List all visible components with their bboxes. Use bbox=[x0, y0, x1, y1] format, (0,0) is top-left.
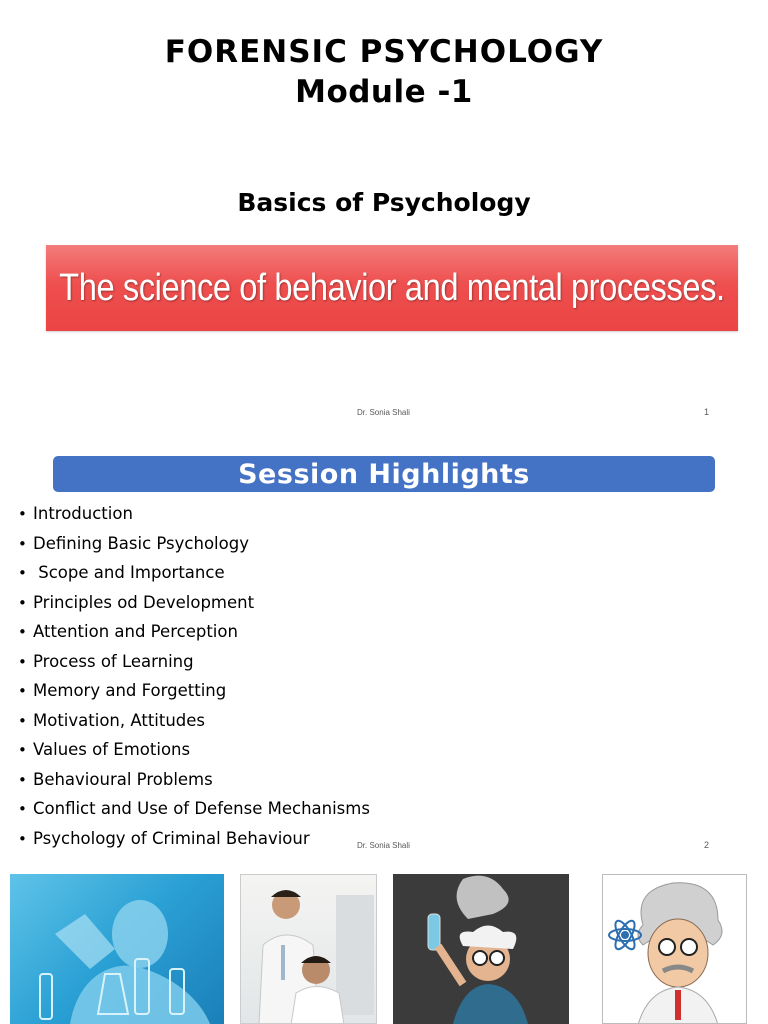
list-item: • Psychology of Criminal Behaviour bbox=[18, 828, 310, 848]
definition-banner bbox=[46, 245, 738, 331]
page-number: 2 bbox=[704, 840, 710, 850]
bullet-icon: • bbox=[18, 800, 27, 818]
bullet-icon: • bbox=[18, 682, 27, 700]
slide-3 bbox=[0, 864, 768, 1024]
session-highlights-banner bbox=[53, 456, 715, 492]
lab-researchers-photo bbox=[240, 874, 377, 1024]
slide-title-line-1: FORENSIC PSYCHOLOGY bbox=[164, 34, 604, 70]
list-item: • Scope and Importance bbox=[18, 563, 225, 582]
list-item: • Memory and Forgetting bbox=[18, 681, 227, 700]
list-item: • Behavioural Problems bbox=[18, 769, 213, 789]
list-item: • Process of Learning bbox=[18, 651, 194, 671]
mad-scientist-cartoon bbox=[393, 874, 569, 1024]
page-number: 1 bbox=[704, 407, 710, 417]
highlights-list bbox=[18, 504, 370, 858]
bullet-icon: • bbox=[18, 711, 27, 730]
list-item: • Motivation, Attitudes bbox=[18, 710, 206, 730]
bullet-icon: • bbox=[18, 741, 27, 759]
list-item: • Values of Emotions bbox=[18, 740, 191, 759]
bullet-icon: • bbox=[18, 505, 27, 523]
bullet-icon: • bbox=[18, 593, 27, 612]
slide-subtitle: Basics of Psychology bbox=[237, 188, 531, 217]
bullet-icon: • bbox=[18, 623, 27, 641]
bullet-icon: • bbox=[18, 652, 27, 671]
einstein-scientist-cartoon bbox=[602, 874, 747, 1024]
bullet-icon: • bbox=[18, 534, 27, 553]
slide-2 bbox=[0, 432, 768, 864]
slide-title-line-2: Module -1 bbox=[295, 74, 473, 110]
footer-author: Dr. Sonia Shali bbox=[357, 408, 410, 417]
list-item: • Attention and Perception bbox=[18, 622, 238, 641]
list-item: • Principles od Development bbox=[18, 592, 255, 612]
bullet-icon: • bbox=[18, 829, 27, 848]
scientist-lab-glassware-photo bbox=[10, 874, 224, 1024]
slide-1 bbox=[0, 0, 768, 432]
definition-banner-text: The science of behavior and mental processes. bbox=[59, 266, 725, 309]
session-highlights-heading: Session Highlights bbox=[238, 458, 530, 490]
bullet-icon: • bbox=[18, 770, 27, 789]
list-item: • Conflict and Use of Defense Mechanisms bbox=[18, 799, 370, 818]
list-item: • Introduction bbox=[18, 504, 133, 523]
list-item: • Defining Basic Psychology bbox=[18, 533, 249, 553]
footer-author: Dr. Sonia Shali bbox=[357, 841, 410, 850]
bullet-icon: • bbox=[18, 564, 27, 582]
